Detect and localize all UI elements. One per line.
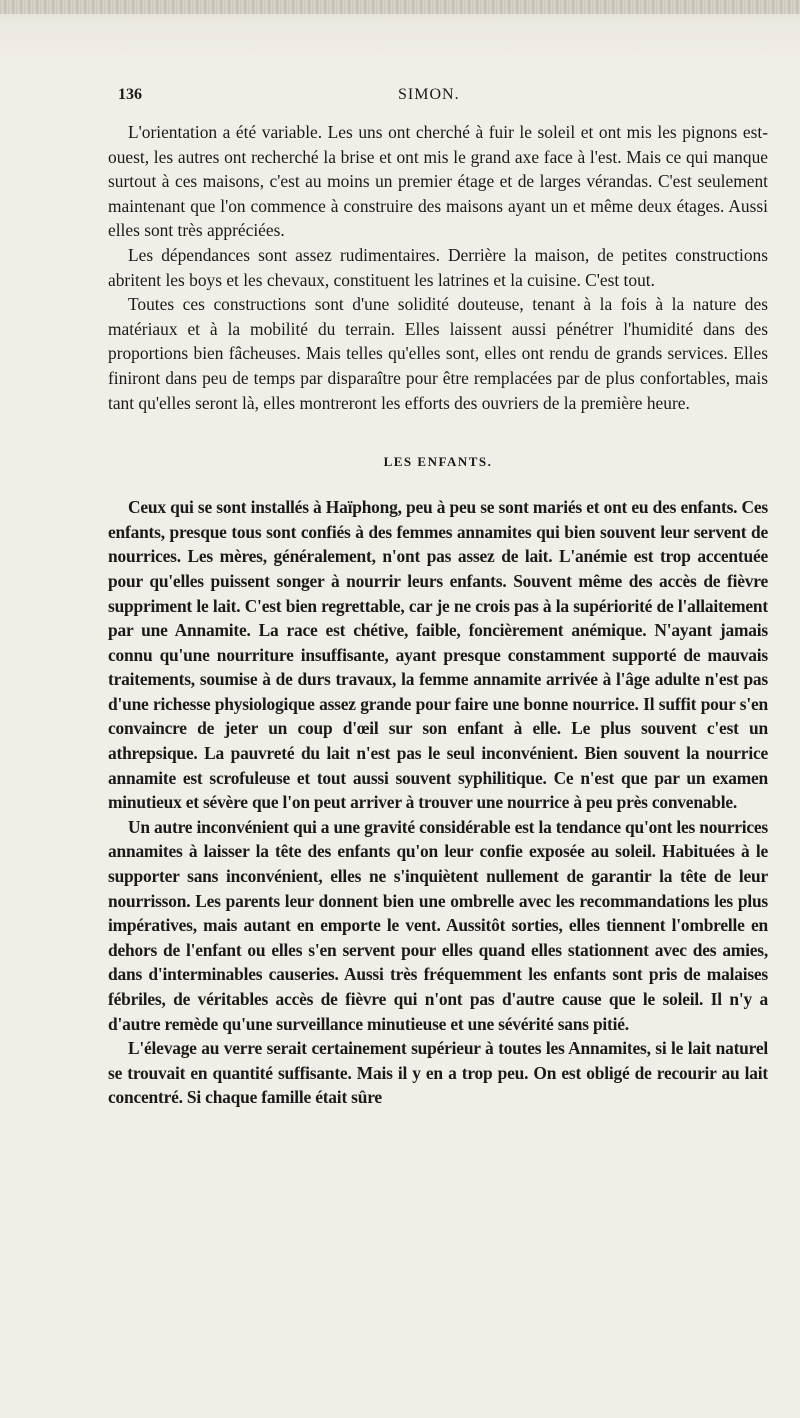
paragraph: Ceux qui se sont installés à Haïphong, peu à peu se sont mariés et ont eu des enfants. Ces enfants, presque tous sont confiés à des femmes annamites qui bien souvent leur servent de nourrices. Les mères, généralement, n'ont pas assez de lait. L'anémie est trop accentuée pour qu'elles puissent songer à nourrir leurs enfants. Souvent même des accès de fièvre suppriment le lait. C'est bien regrettable, car je ne crois pas à la supériorité de l'allaitement par une Annamite. La race est chétive, faible, foncièrement anémique. N'ayant jamais connu qu'une nourriture insuffisante, ayant presque constamment supporté de mauvais traitements, soumise à de durs travaux, la femme annamite arrivée à l'âge adulte n'est pas d'une richesse physiologique assez grande pour faire une bonne nourrice. Il suffit pour s'en convaincre de jeter un coup d'œil sur son enfant à elle. Le plus souvent c'est un athrepsique. La pauvreté du lait n'est pas le seul inconvénient. Bien souvent la nourrice annamite est scrofuleuse et tout aussi souvent syphilitique. Ce n'est que par un examen minutieux et sévère que l'on peut arriver à trouver une nourrice à peu près convenable. [108, 497, 768, 813]
paragraph: L'élevage au verre serait certainement supérieur à toutes les Annamites, si le lait naturel se trouvait en quantité suffisante. Mais il y en a trop peu. On est obligé de recourir au lait concentré. Si chaque famille était sûre [108, 1038, 768, 1108]
page-body [108, 120, 768, 1400]
section-title: LES ENFANTS. [383, 454, 493, 470]
paragraph: L'orientation a été variable. Les uns ont cherché à fuir le soleil et ont mis les pignons est-ouest, les autres ont recherché la brise et ont mis le grand axe face à l'est. Mais ce qui manque surtout à ces maisons, c'est au moins un premier étage et de larges vérandas. C'est seulement maintenant que l'on commence à construire des maisons ayant un et même deux étages. Aussi elles sont très appréciées. [108, 122, 768, 241]
page-header [118, 86, 768, 108]
scan-edge [0, 0, 800, 14]
paragraph: Les dépendances sont assez rudimentaires. Derrière la maison, de petites constructions abritent les boys et les chevaux, constituent les latrines et la cuisine. C'est tout. [108, 244, 768, 290]
paragraph: Un autre inconvénient qui a une gravité considérable est la tendance qu'ont les nourrices annamites à laisser la tête des enfants qu'on leur confie exposée au soleil. Habituées à le supporter sans inconvénient, elles ne s'inquiètent nullement de garantir la tête de leur nourrisson. Les parents leur donnent bien une ombrelle avec les recommandations les plus impératives, mais autant en emporte le vent. Aussitôt sorties, elles tiennent l'ombrelle en dehors de l'enfant ou elles s'en servent pour elles quand elles stationnent avec des amies, dans d'interminables causeries. Aussi très fréquemment les enfants sont pris de malaises fébriles, de véritables accès de fièvre qui n'ont pas d'autre cause que le soleil. Il n'y a d'autre remède qu'une surveillance minutieuse et une sévérité sans pitié. [108, 816, 768, 1034]
page-number: 136 [118, 86, 142, 103]
paragraph: Toutes ces constructions sont d'une solidité douteuse, tenant à la fois à la nature des matériaux et à la mobilité du terrain. Elles laissent aussi pénétrer l'humidité dans des proportions bien fâcheuses. Mais telles qu'elles sont, elles ont rendu de grands services. Elles finiront dans peu de temps par disparaître pour être remplacées par de plus confortables, mais tant qu'elles seront là, elles montreront les efforts des ouvriers de la première heure. [108, 294, 768, 413]
running-head: SIMON. [398, 86, 460, 103]
